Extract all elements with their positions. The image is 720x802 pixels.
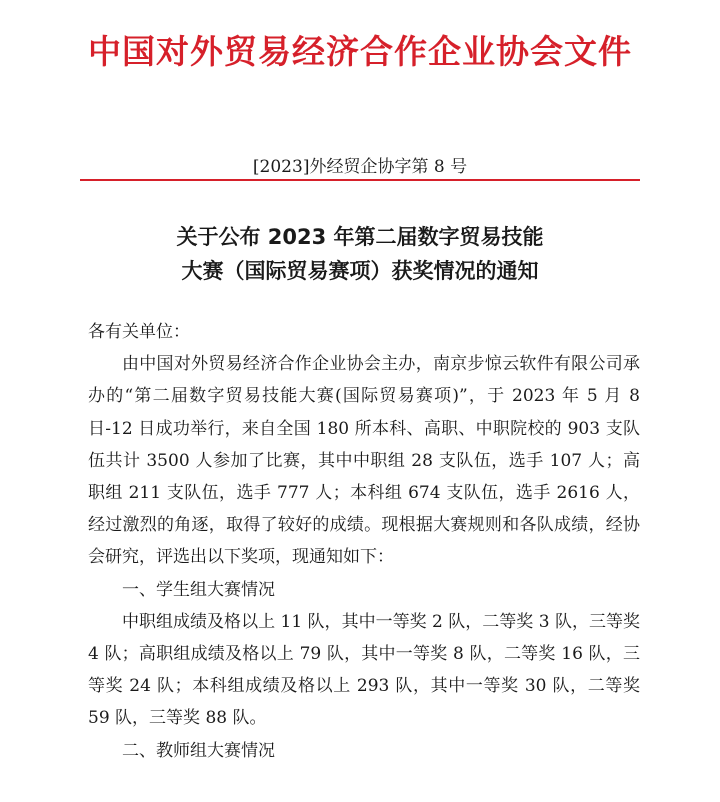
notice-title [0, 220, 720, 288]
red-divider-line [80, 179, 640, 181]
notice-title-line-1: 关于公布 2023 年第二届数字贸易技能 [176, 225, 544, 249]
notice-title-line-2: 大赛（国际贸易赛项）获奖情况的通知 [181, 259, 539, 283]
document-body [88, 316, 640, 767]
salutation: 各有关单位： [88, 322, 190, 342]
document-header-title: 中国对外贸易经济合作企业协会文件 [88, 32, 632, 71]
section-heading-teacher: 二、教师组大赛情况 [122, 740, 275, 761]
paragraph-introduction: 由中国对外贸易经济合作企业协会主办，南京步惊云软件有限公司承办的“第二届数字贸易技能大赛(国际贸易赛项)”，于 2023 年 5 月 8 日-12 日成功举行，来自全国 180 所本科、高职、中职院校的 903 支队伍共计 3500 人参加了比赛，其中中职组 28 支队伍，选手 107 人；高职组 211 支队伍，选手 777 人；本科组 674 支队伍，选手 2616 人，经过激烈的角逐，取得了较好的成绩。现根据大赛规则和各队成绩，经协会研究，评选出以下奖项，现通知如下： [88, 354, 640, 568]
paragraph-student-results: 中职组成绩及格以上 11 队，其中一等奖 2 队，二等奖 3 队，三等奖 4 队；高职组成绩及格以上 79 队，其中一等奖 8 队，二等奖 16 队，三等奖 24 队；本科组成绩及格以上 293 队，其中一等奖 30 队，二等奖 59 队，三等奖 88 队。 [88, 611, 640, 729]
document-number: [2023]外经贸企协字第 8 号 [252, 157, 468, 177]
section-heading-student: 一、学生组大赛情况 [122, 579, 275, 600]
